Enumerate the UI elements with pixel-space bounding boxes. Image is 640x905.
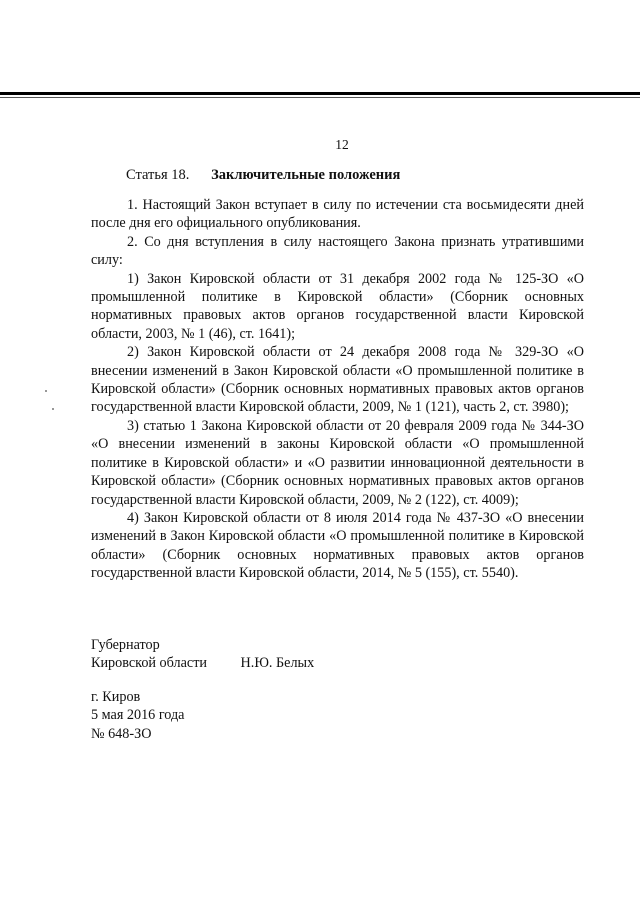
header-rule-shadow xyxy=(0,97,640,98)
article-body xyxy=(91,196,584,583)
paragraph-1: 1. Настоящий Закон вступает в силу по истечении ста восьмидесяти дней после дня его официального опубликования. xyxy=(91,197,584,232)
list-item-1: 1) Закон Кировской области от 31 декабря 2002 года № 125-ЗО «О промышленной политике в Кировской области» (Сборник основных нормативных правовых актов органов государственной власти Кировской области, 2003, № 1 (46), ст. 1641); xyxy=(91,270,584,342)
scan-speck xyxy=(52,408,54,410)
scan-speck xyxy=(45,390,47,392)
article-number: Статья 18. xyxy=(126,167,190,183)
city: г. Киров xyxy=(91,689,141,705)
place-date-block xyxy=(91,688,184,743)
list-item-3: 3) статью 1 Закона Кировской области от 20 февраля 2009 года № 344-ЗО «О внесении изменений в законы Кировской области «О промышленной политике в Кировской области» и «О развитии инновационной деятельности в Кировской области» (Сборник основных нормативных правовых актов органов государственной власти Кировской области, 2009, № 2 (122), ст. 4009); xyxy=(91,417,584,508)
law-number: № 648-ЗО xyxy=(91,725,152,742)
signatory-row xyxy=(91,654,314,672)
signatory-name: Н.Ю. Белых xyxy=(240,655,315,672)
list-item-4: 4) Закон Кировской области от 8 июля 2014 года № 437-ЗО «О внесении изменений в Закон Кировской области «О промышленной политике в Кировской области» (Сборник основных нормативных правовых актов органов государственной власти Кировской области, 2014, № 5 (155), ст. 5540). xyxy=(91,509,584,582)
signatory-position-line1: Губернатор xyxy=(91,637,160,653)
page-number: 12 xyxy=(335,137,349,152)
date: 5 мая 2016 года xyxy=(91,707,185,724)
header-rule xyxy=(0,92,640,95)
paragraph-2: 2. Со дня вступления в силу настоящего Закона признать утратившими силу: xyxy=(91,233,584,269)
signature-block xyxy=(91,636,314,673)
article-title: Заключительные положения xyxy=(211,167,401,183)
list-item-2: 2) Закон Кировской области от 24 декабря 2008 года № 329-ЗО «О внесении изменений в Закон Кировской области «О промышленной политике в Кировской области» (Сборник основных нормативных правовых актов органов государственной власти Кировской области, 2009, № 1 (121), часть 2, ст. 3980); xyxy=(91,344,584,416)
signatory-position-line2: Кировской области xyxy=(91,655,207,672)
article-heading xyxy=(126,167,400,184)
